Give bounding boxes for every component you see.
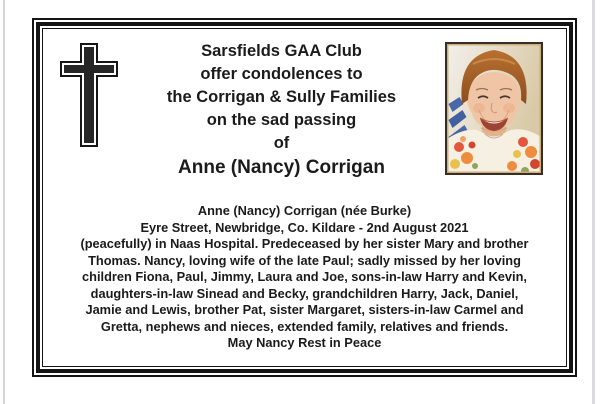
- obituary-line: (peacefully) in Naas Hospital. Predeceased by her sister Mary and brother: [80, 236, 529, 251]
- obituary-line: children Fiona, Paul, Jimmy, Laura and Joe, sons-in-law Harry and Kevin,: [82, 269, 527, 284]
- heading-line: on the sad passing: [206, 111, 357, 129]
- page-edge-right: [592, 0, 595, 404]
- deceased-portrait-photo: [445, 42, 543, 175]
- rest-in-peace-line: May Nancy Rest in Peace: [227, 335, 382, 350]
- cross-icon: [60, 43, 118, 147]
- heading-line: offer condolences to: [200, 65, 363, 83]
- card-header: [43, 29, 566, 181]
- condolence-heading: [118, 40, 445, 181]
- obituary-line: Jamie and Lewis, brother Pat, sister Margaret, sisters-in-law Carmel and: [85, 302, 524, 317]
- heading-line: Sarsfields GAA Club: [201, 42, 362, 60]
- frame-middle-line: [36, 22, 573, 373]
- obituary-line: Gretta, nephews and nieces, extended family, relatives and friends.: [100, 318, 509, 334]
- obituary-text: [43, 203, 566, 352]
- heading-line: the Corrigan & Sully Families: [166, 88, 397, 106]
- obituary-line: daughters-in-law Sinead and Becky, grandchildren Harry, Jack, Daniel,: [90, 285, 519, 301]
- memorial-card: [42, 28, 567, 367]
- heading-line: of: [273, 134, 290, 152]
- page-edge-left: [3, 0, 5, 404]
- obituary-line: Thomas. Nancy, loving wife of the late Paul; sadly missed by her loving: [88, 252, 521, 268]
- deceased-name: Anne (Nancy) Corrigan: [178, 157, 385, 178]
- memorial-cross-icon: [60, 43, 118, 152]
- memorial-card-frame: [32, 18, 577, 377]
- obituary-line: Eyre Street, Newbridge, Co. Kildare - 2nd August 2021: [140, 219, 469, 235]
- obituary-line: Anne (Nancy) Corrigan (née Burke): [197, 203, 412, 218]
- portrait-photo-image: [445, 42, 543, 175]
